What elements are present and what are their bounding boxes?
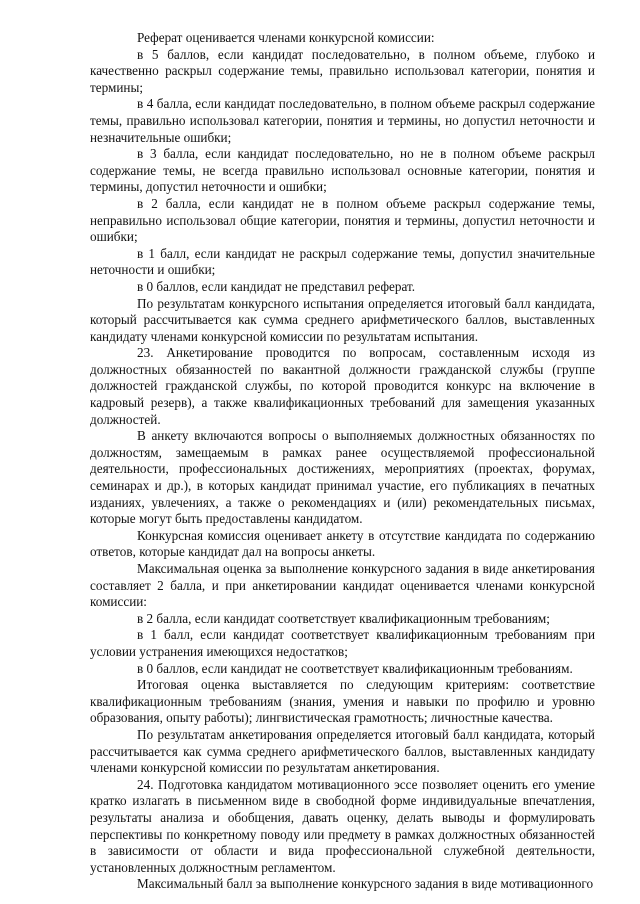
paragraph: 23. Анкетирование проводится по вопросам, составленным исходя из должностных обязанностей по вакантной должности гражданской службы (группе должностей гражданской службы, по которой проводится конкурс на включение в кадровый резерв), а также квалификационных требований для замещения указанных должностей. — [90, 345, 595, 427]
paragraph: По результатам конкурсного испытания определяется итоговый балл кандидата, который рассчитывается как сумма среднего арифметического баллов, выставленных кандидату членами конкурсной комиссии по результатам испытания. — [90, 295, 595, 344]
paragraph: в 1 балл, если кандидат не раскрыл содержание темы, допустил значительные неточности и ошибки; — [90, 245, 595, 278]
paragraph: в 2 балла, если кандидат не в полном объеме раскрыл содержание темы, неправильно использовал общие категории, понятия и термины, допустил неточности и ошибки; — [90, 195, 595, 245]
paragraph: в 5 баллов, если кандидат последовательно, в полном объеме, глубоко и качественно раскрыл содержание темы, правильно использовал категории, понятия и термины; — [90, 46, 595, 95]
paragraph: В анкету включаются вопросы о выполняемых должностных обязанностях по должностям, замещаемым в рамках ранее осуществляемой профессиональной деятельности, профессиональных достижениях, мероприятиях (проектах, форумах, семинарах и др.), в которых кандидат принимал участие, его публикациях в печатных изданиях, увлечениях, а также о рекомендациях и (или) рекомендательных письмах, которые могут быть предоставлены кандидатом. — [90, 428, 595, 527]
document-page — [90, 30, 595, 893]
paragraph: Максимальный балл за выполнение конкурсного задания в виде мотивационного — [137, 876, 594, 892]
paragraph: Итоговая оценка выставляется по следующим критериям: соответствие квалификационным требованиям (знания, умения и навыки по профилю и уровню образования, опыту работы); лингвистическая грамотность; личностные качества. — [90, 677, 595, 726]
paragraph: в 1 балл, если кандидат соответствует квалификационным требованиям при условии устранения имеющихся недостатков; — [90, 627, 595, 659]
paragraph: в 3 балла, если кандидат последовательно, но не в полном объеме раскрыл содержание темы, не всегда правильно использовал основные категории, понятия и термины, допустил неточности и ошибки; — [90, 146, 595, 195]
paragraph: в 2 балла, если кандидат соответствует квалификационным требованиям; — [137, 610, 550, 626]
paragraph: в 0 баллов, если кандидат не соответствует квалификационным требованиям. — [137, 660, 573, 676]
paragraph: По результатам анкетирования определяется итоговый балл кандидата, который рассчитывается как сумма среднего арифметического баллов, выставленных кандидату членами конкурсной комиссии по результатам анкетирования. — [90, 726, 595, 776]
paragraph: Конкурсная комиссия оценивает анкету в отсутствие кандидата по содержанию ответов, которые кандидат дал на вопросы анкеты. — [90, 527, 595, 560]
paragraph: Реферат оценивается членами конкурсной комиссии: — [137, 30, 435, 45]
paragraph: 24. Подготовка кандидатом мотивационного эссе позволяет оценить его умение кратко излагать в письменном виде в свободной форме индивидуальные впечатления, результаты анализа и обобщения, давать оценку, делать выводы и формулировать перспективы по конкретному поводу или предмету в рамках должностных обязанностей в зависимости от области и вида профессиональной служебной деятельности, установленных должностным регламентом. — [90, 776, 595, 875]
paragraph: в 4 балла, если кандидат последовательно, в полном объеме раскрыл содержание темы, правильно использовал категории, понятия и термины, но допустил неточности и незначительные ошибки; — [90, 96, 595, 145]
paragraph: Максимальная оценка за выполнение конкурсного задания в виде анкетирования составляет 2 балла, и при анкетировании кандидат оценивается членами конкурсной комиссии: — [90, 561, 595, 610]
paragraph: в 0 баллов, если кандидат не представил реферат. — [137, 278, 416, 294]
